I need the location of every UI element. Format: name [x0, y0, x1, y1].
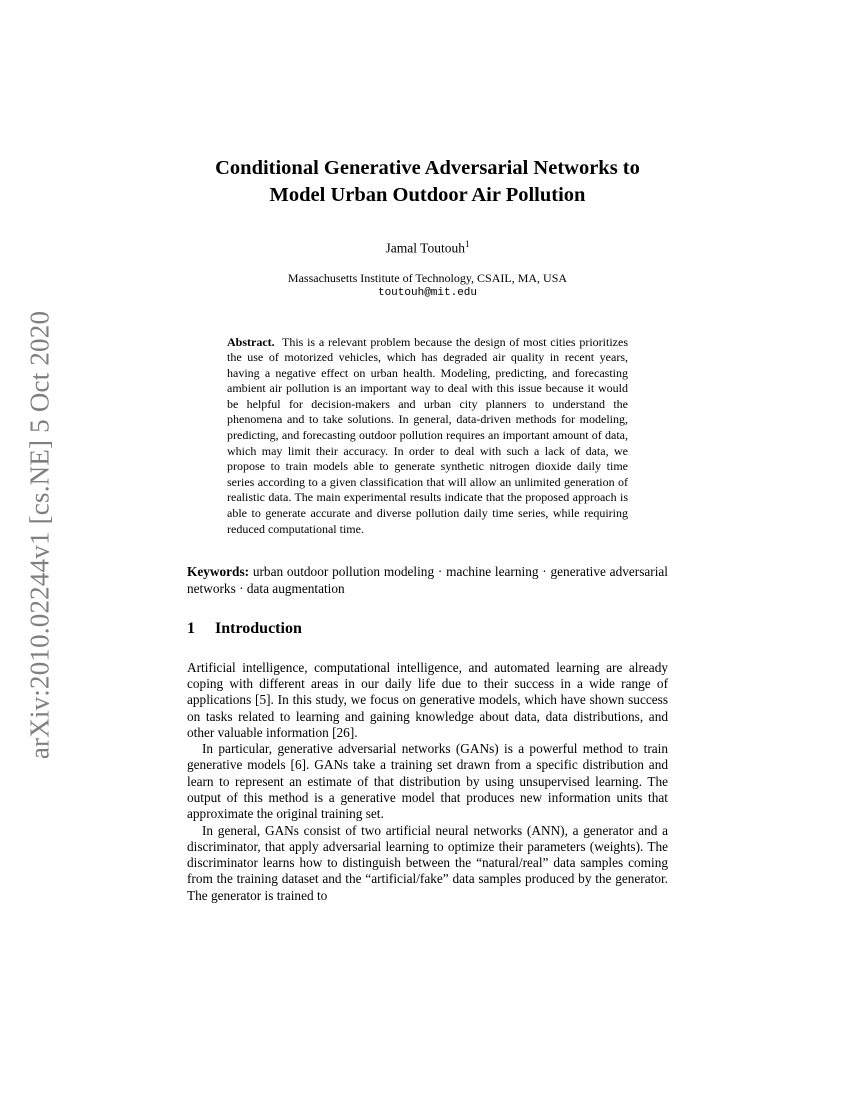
title-line-1: Conditional Generative Adversarial Networks to — [215, 157, 640, 179]
section-heading — [187, 620, 668, 638]
abstract-text: This is a relevant problem because the design of most cities prioritizes the use of motorized vehicles, which has degraded air quality in recent years, having a negative effect on urban health. Modeling, predicting, and forecasting ambient air pollution is an important way to deal with this issue because it would be helpful for decision-makers and urban city planners to understand the phenomena and to take solutions. In general, data-driven methods for modeling, predicting, and forecasting outdoor pollution requires an important amount of data, which may limit their accuracy. In order to deal with such a lack of data, we propose to train models able to generate synthetic nitrogen dioxide daily time series according to a given classification that will allow an unlimited generation of realistic data. The main experimental results indicate that the proposed approach is able to generate accurate and diverse pollution daily time series, while requiring reduced computational time. — [227, 334, 628, 536]
abstract-label: Abstract. — [227, 334, 275, 349]
section-title: Introduction — [215, 619, 302, 637]
section-number: 1 — [187, 619, 195, 637]
paragraph: In general, GANs consist of two artificial neural networks (ANN), a generator and a discriminator, that apply adversarial learning to optimize their parameters (weights). The discriminator learns how to distinguish between the “natural/real” data samples coming from the training dataset and the “artificial/fake” data samples produced by the generator. The generator is trained to — [187, 822, 668, 903]
arxiv-identifier: arXiv:2010.02244v1 [cs.NE] 5 Oct 2020 — [24, 310, 55, 760]
abstract — [227, 335, 628, 538]
paragraph: In particular, generative adversarial networks (GANs) is a powerful method to train generative models [6]. GANs take a training set drawn from a specific distribution and learn to represent an estimate of that distribution by using unsupervised learning. The output of this method is a generative model that produces new information units that approximate the original training set. — [187, 741, 668, 822]
keywords — [187, 563, 668, 597]
author — [187, 239, 668, 257]
author-affiliation-mark: 1 — [464, 239, 470, 249]
keywords-text: urban outdoor pollution modeling · machine learning · generative adversarial networks · data augmentation — [187, 564, 668, 597]
affiliation: Massachusetts Institute of Technology, CSAIL, MA, USA — [287, 270, 568, 285]
keywords-label: Keywords: — [187, 564, 250, 580]
section-body — [187, 660, 668, 904]
author-email[interactable]: toutouh@mit.edu — [377, 286, 478, 299]
title-line-2: Model Urban Outdoor Air Pollution — [269, 184, 586, 206]
author-name: Jamal Toutouh — [385, 240, 465, 256]
arxiv-stamp — [0, 0, 80, 1100]
paragraph: Artificial intelligence, computational intelligence, and automated learning are already coping with different areas in our daily life due to their success in a wide range of applications [5]. In this study, we focus on generative models, which have shown success on tasks related to learning and gaining knowledge about data, data distributions, and other valuable information [26]. — [187, 659, 668, 740]
paper-page — [187, 150, 668, 904]
paper-title — [187, 155, 668, 209]
